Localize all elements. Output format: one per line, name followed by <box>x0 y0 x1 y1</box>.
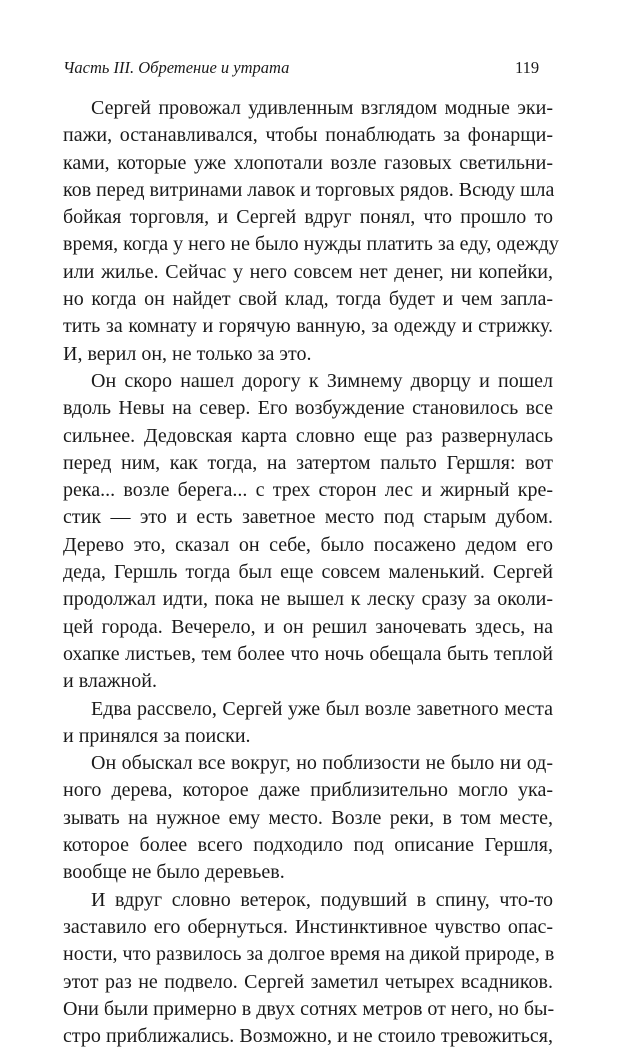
paragraph <box>63 750 553 886</box>
text-line: ков перед витринами лавок и торговых рядов. Всюду шла <box>63 178 555 201</box>
text-line: цей города. Вечерело, и он решил заночевать здесь, на <box>63 615 553 638</box>
text-line: река... возле берега... с трех сторон лес и жирный кре- <box>63 479 553 502</box>
text-line: Он скоро нашел дорогу к Зимнему дворцу и пошел <box>91 369 553 392</box>
page-number: 119 <box>515 58 540 77</box>
text-line: бойкая торговля, и Сергей вдруг понял, что прошло то <box>63 206 553 229</box>
body-text <box>63 95 559 1050</box>
text-line: или жилье. Сейчас у него совсем нет денег, ни копейки, <box>63 260 553 283</box>
text-line: охапке листьев, тем более что ночь обещала быть теплой <box>63 642 553 665</box>
text-line: и принялся за поиски. <box>63 724 251 747</box>
text-line: Сергей провожал удивленным взглядом модные эки- <box>91 97 553 119</box>
running-title: Часть III. Обретение и утрата <box>63 58 290 77</box>
text-line: но когда он найдет свой клад, тогда будет и чем запла- <box>63 288 553 311</box>
text-line: ками, которые уже хлопотали возле газовых светильни- <box>63 151 553 174</box>
text-line: этот раз не подвело. Сергей заметил четырех всадников. <box>63 970 553 993</box>
text-line: стро приближались. Возможно, и не стоило тревожиться, <box>63 1025 553 1048</box>
text-line: тить за комнату и горячую ванную, за одежду и стрижку. <box>63 315 553 338</box>
text-line: Они были примерно в двух сотнях метров от него, но бы- <box>63 997 555 1020</box>
text-line: и влажной. <box>63 670 157 693</box>
paragraph <box>63 887 553 1050</box>
text-line: вдоль Невы на север. Его возбуждение становилось все <box>63 397 553 420</box>
text-line: сильнее. Дедовская карта словно еще раз развернулась <box>63 424 553 447</box>
text-line: время, когда у него не было нужды платить за еду, одежду <box>63 233 559 256</box>
text-line: вообще не было деревьев. <box>63 861 285 884</box>
text-line: ности, что развилось за долгое время на дикой природе, в <box>63 943 555 966</box>
text-line: продолжал идти, пока не вышел к леску сразу за околи- <box>63 588 553 611</box>
text-line: стик — это и есть заветное место под старым дубом. <box>63 506 553 529</box>
text-line: деда, Гершль тогда был еще совсем маленький. Сергей <box>63 561 553 584</box>
text-line: Дерево это, сказал он себе, было посажено дедом его <box>63 533 553 556</box>
text-line: заставило его обернуться. Инстинктивное чувство опас- <box>63 915 553 938</box>
text-line: перед ним, как тогда, на затертом пальто Гершля: вот <box>63 451 553 474</box>
text-line: пажи, останавливался, чтобы понаблюдать за фонарщи- <box>63 124 553 147</box>
text-line: И вдруг словно ветерок, подувший в спину, что-то <box>91 888 553 911</box>
paragraph <box>63 95 559 368</box>
text-line: которое более всего подходило под описание Гершля, <box>63 834 553 857</box>
paragraph <box>63 368 553 696</box>
text-line: зывать на нужное ему место. Возле реки, в том месте, <box>63 806 553 829</box>
text-line: Едва рассвело, Сергей уже был возле заветного места <box>91 697 553 720</box>
paragraph <box>63 696 553 751</box>
text-line: ного дерева, которое даже приблизительно могло ука- <box>63 779 553 802</box>
text-line: Он обыскал все вокруг, но поблизости не было ни од- <box>91 752 553 775</box>
text-line: И, верил он, не только за это. <box>63 342 312 365</box>
